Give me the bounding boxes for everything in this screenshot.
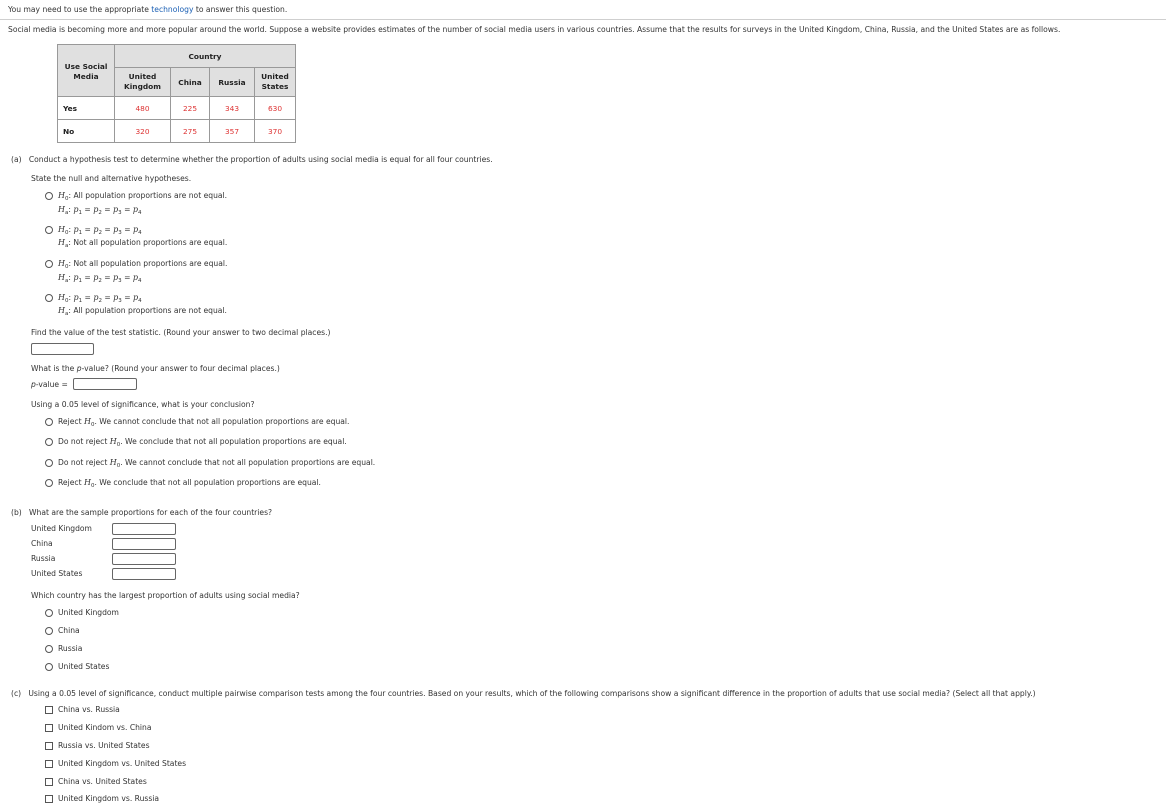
conclusion-option-3-radio[interactable] (45, 459, 53, 467)
conclusion-option-4-radio[interactable] (45, 479, 53, 487)
hypothesis-option-4-radio[interactable] (45, 294, 53, 302)
comparison-label-1: China vs. Russia (58, 705, 120, 714)
largest-option-uk-label: United Kingdom (58, 608, 119, 617)
table-cell: 370 (255, 120, 296, 143)
divider (0, 19, 1166, 20)
comparison-checkbox-2[interactable] (45, 724, 53, 732)
table-cell: 320 (115, 120, 171, 143)
hypothesis-option-4-null: $H_0$: $p_1 = p_2 = p_3 = p_4$ (58, 293, 142, 304)
row-label-yes: Yes (58, 97, 115, 120)
proportion-label-us: United States (31, 569, 83, 578)
largest-proportion-prompt: Which country has the largest proportion of adults using social media? (31, 591, 300, 600)
table-row (58, 97, 296, 120)
hypothesis-option-1-alt: $H_a$: $p_1 = p_2 = p_3 = p_4$ (58, 205, 142, 216)
largest-option-russia-radio[interactable] (45, 645, 53, 653)
proportion-input-russia[interactable] (112, 553, 176, 565)
table-row (58, 120, 296, 143)
hypothesis-option-3-alt: $H_a$: $p_1 = p_2 = p_3 = p_4$ (58, 273, 142, 284)
test-statistic-input[interactable] (31, 343, 94, 355)
hypothesis-option-2-null: $H_0$: $p_1 = p_2 = p_3 = p_4$ (58, 225, 142, 236)
comparison-checkbox-3[interactable] (45, 742, 53, 750)
hypotheses-prompt: State the null and alternative hypotheses. (31, 174, 192, 183)
largest-option-us-radio[interactable] (45, 663, 53, 671)
conclusion-option-1-radio[interactable] (45, 418, 53, 426)
proportion-label-uk: United Kingdom (31, 524, 92, 533)
conclusion-prompt: Using a 0.05 level of significance, what is your conclusion? (31, 400, 255, 409)
table-cell: 275 (171, 120, 210, 143)
conclusion-option-2-label: Do not reject $H_0$. We conclude that not all population proportions are equal. (58, 437, 347, 448)
largest-option-china-radio[interactable] (45, 627, 53, 635)
p-value-input[interactable] (73, 378, 137, 390)
comparison-checkbox-4[interactable] (45, 760, 53, 768)
survey-table (57, 44, 296, 143)
table-cell: 225 (171, 97, 210, 120)
proportion-input-uk[interactable] (112, 523, 176, 535)
largest-option-russia-label: Russia (58, 644, 83, 653)
hypothesis-option-3-null: $H_0$: Not all population proportions are equal. (58, 259, 228, 270)
table-cell: 343 (210, 97, 255, 120)
table-cell: 630 (255, 97, 296, 120)
comparison-label-6: United Kingdom vs. Russia (58, 794, 160, 803)
proportion-input-china[interactable] (112, 538, 176, 550)
table-corner-header: Use Social Media (58, 45, 115, 97)
hypothesis-option-2-radio[interactable] (45, 226, 53, 234)
country-group-header: Country (115, 45, 296, 68)
technology-link[interactable]: technology (151, 5, 194, 14)
largest-option-china-label: China (58, 626, 80, 635)
comparison-checkbox-1[interactable] (45, 706, 53, 714)
instruction-line (8, 5, 287, 15)
problem-intro: Social media is becoming more and more popular around the world. Suppose a website provides estimates of the number of social media users in various countries. Assume that the results for surveys in the United Kingdom, China, Russia, and the United States are as follows. (8, 25, 1061, 34)
p-value-label: p-value = (31, 380, 68, 389)
proportion-input-us[interactable] (112, 568, 176, 580)
largest-option-uk-radio[interactable] (45, 609, 53, 617)
part-c-question: (c) Using a 0.05 level of significance, conduct multiple pairwise comparison tests among the four countries. Based on your results, which of the following comparisons show a significant difference in the proportion of adults that use social media? (Select all that apply.) (11, 689, 1036, 698)
hypothesis-option-4-alt: $H_a$: All population proportions are not equal. (58, 306, 227, 317)
conclusion-option-3-label: Do not reject $H_0$. We cannot conclude that not all population proportions are equal. (58, 458, 376, 469)
comparison-checkbox-6[interactable] (45, 795, 53, 803)
hypothesis-option-2-alt: $H_a$: Not all population proportions are equal. (58, 238, 228, 249)
conclusion-option-1-label: Reject $H_0$. We cannot conclude that not all population proportions are equal. (58, 417, 350, 428)
row-label-no: No (58, 120, 115, 143)
hypothesis-option-1-radio[interactable] (45, 192, 53, 200)
conclusion-option-2-radio[interactable] (45, 438, 53, 446)
comparison-checkbox-5[interactable] (45, 778, 53, 786)
comparison-label-3: Russia vs. United States (58, 741, 150, 750)
instruction-text-end: to answer this question. (193, 5, 288, 14)
table-cell: 480 (115, 97, 171, 120)
table-cell: 357 (210, 120, 255, 143)
p-value-prompt: What is the p-value? (Round your answer to four decimal places.) (31, 364, 280, 373)
column-header-us: United States (255, 68, 296, 97)
proportion-label-china: China (31, 539, 53, 548)
proportion-label-russia: Russia (31, 554, 56, 563)
column-header-russia: Russia (210, 68, 255, 97)
largest-option-us-label: United States (58, 662, 110, 671)
column-header-china: China (171, 68, 210, 97)
part-b-question: (b) What are the sample proportions for each of the four countries? (11, 508, 273, 517)
comparison-label-5: China vs. United States (58, 777, 147, 786)
instruction-text: You may need to use the appropriate (8, 5, 152, 14)
comparison-label-4: United Kingdom vs. United States (58, 759, 187, 768)
conclusion-option-4-label: Reject $H_0$. We conclude that not all population proportions are equal. (58, 478, 321, 489)
comparison-label-2: United Kindom vs. China (58, 723, 152, 732)
hypothesis-option-3-radio[interactable] (45, 260, 53, 268)
part-a-question: (a) Conduct a hypothesis test to determine whether the proportion of adults using social media is equal for all four countries. (11, 155, 493, 164)
test-statistic-prompt: Find the value of the test statistic. (Round your answer to two decimal places.) (31, 328, 331, 337)
hypothesis-option-1-null: $H_0$: All population proportions are not equal. (58, 191, 228, 202)
column-header-uk: United Kingdom (115, 68, 171, 97)
